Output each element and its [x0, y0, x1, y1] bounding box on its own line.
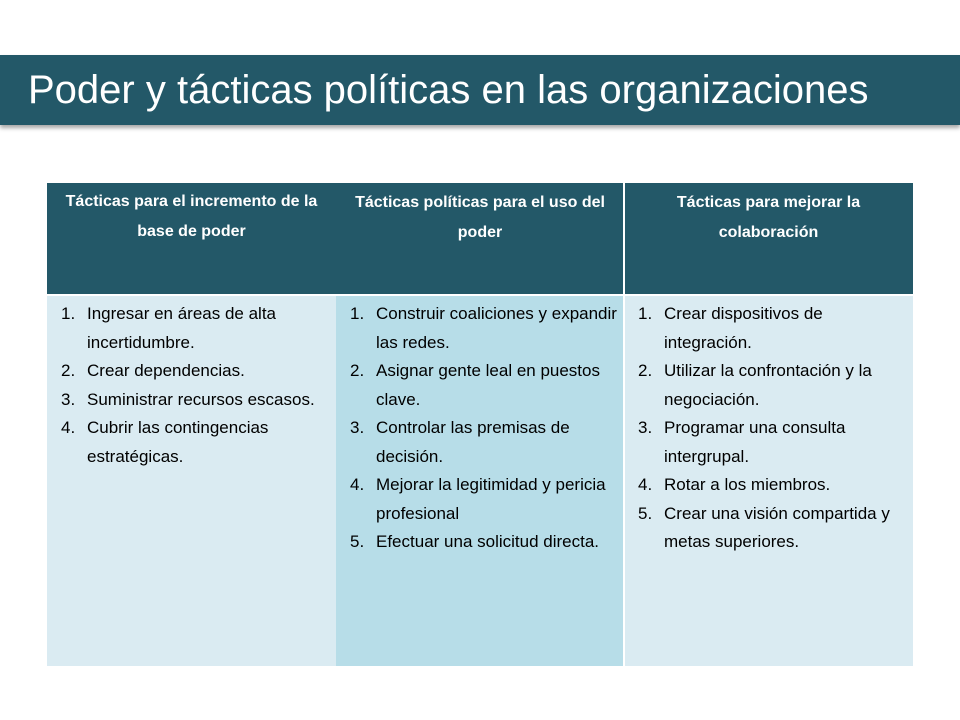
- list-item: [55, 300, 330, 357]
- tactics-list: [344, 300, 618, 557]
- item-number: 4.: [61, 418, 76, 437]
- item-number: 1.: [61, 304, 76, 323]
- list-item: [632, 300, 907, 357]
- list-item: [632, 471, 907, 500]
- item-text: Rotar a los miembros.: [664, 475, 831, 494]
- item-text: Ingresar en áreas de alta incertidumbre.: [87, 304, 277, 352]
- item-text: Cubrir las contingencias estratégicas.: [87, 418, 269, 466]
- item-text: Mejorar la legitimidad y pericia profesional: [376, 475, 606, 523]
- item-number: 5.: [350, 532, 365, 551]
- column-body-collaboration: [624, 296, 913, 666]
- item-text: Construir coaliciones y expandir las redes.: [376, 304, 617, 352]
- item-text: Suministrar recursos escasos.: [87, 389, 315, 409]
- item-number: 4.: [638, 475, 653, 494]
- list-item: [632, 414, 907, 471]
- slide-title: Poder y tácticas políticas en las organizaciones: [28, 68, 869, 112]
- item-number: 1.: [350, 304, 365, 323]
- item-text: Asignar gente leal en puestos clave.: [376, 361, 600, 409]
- item-text: Crear dispositivos de integración.: [664, 304, 823, 352]
- list-item: [344, 414, 618, 471]
- list-item: [55, 414, 330, 471]
- item-number: 3.: [350, 418, 365, 437]
- list-item: [344, 528, 618, 557]
- column-header-collaboration: Tácticas para mejorar la colaboración: [624, 183, 913, 294]
- item-number: 3.: [61, 389, 76, 409]
- column-body-power-base: [47, 296, 336, 666]
- item-number: 4.: [350, 475, 365, 494]
- item-text: Utilizar la confrontación y la negociación.: [664, 361, 872, 409]
- list-item: [632, 500, 907, 557]
- item-text: Crear dependencias.: [87, 361, 245, 380]
- list-item: [344, 471, 618, 528]
- column-divider: [623, 183, 625, 666]
- tactics-list: [632, 300, 907, 557]
- list-item: [344, 300, 618, 357]
- item-text: Programar una consulta intergrupal.: [664, 418, 846, 466]
- item-number: 5.: [638, 503, 653, 523]
- column-body-political-use: [336, 296, 624, 666]
- item-text: Crear una visión compartida y metas superiores.: [664, 503, 890, 551]
- list-item: [632, 357, 907, 414]
- list-item: [344, 357, 618, 414]
- column-header-political-use: Tácticas políticas para el uso del poder: [336, 183, 624, 294]
- item-text: Efectuar una solicitud directa.: [376, 532, 600, 551]
- list-item: [55, 357, 330, 386]
- item-number: 2.: [638, 361, 653, 380]
- title-bar: [0, 55, 960, 125]
- list-item: [55, 386, 330, 415]
- item-number: 2.: [61, 361, 76, 380]
- item-number: 3.: [638, 418, 653, 437]
- item-number: 2.: [350, 361, 365, 380]
- tactics-list: [55, 300, 330, 471]
- item-number: 1.: [638, 304, 653, 323]
- column-header-power-base: Tácticas para el incremento de la base de poder: [47, 183, 336, 294]
- item-text: Controlar las premisas de decisión.: [376, 418, 570, 466]
